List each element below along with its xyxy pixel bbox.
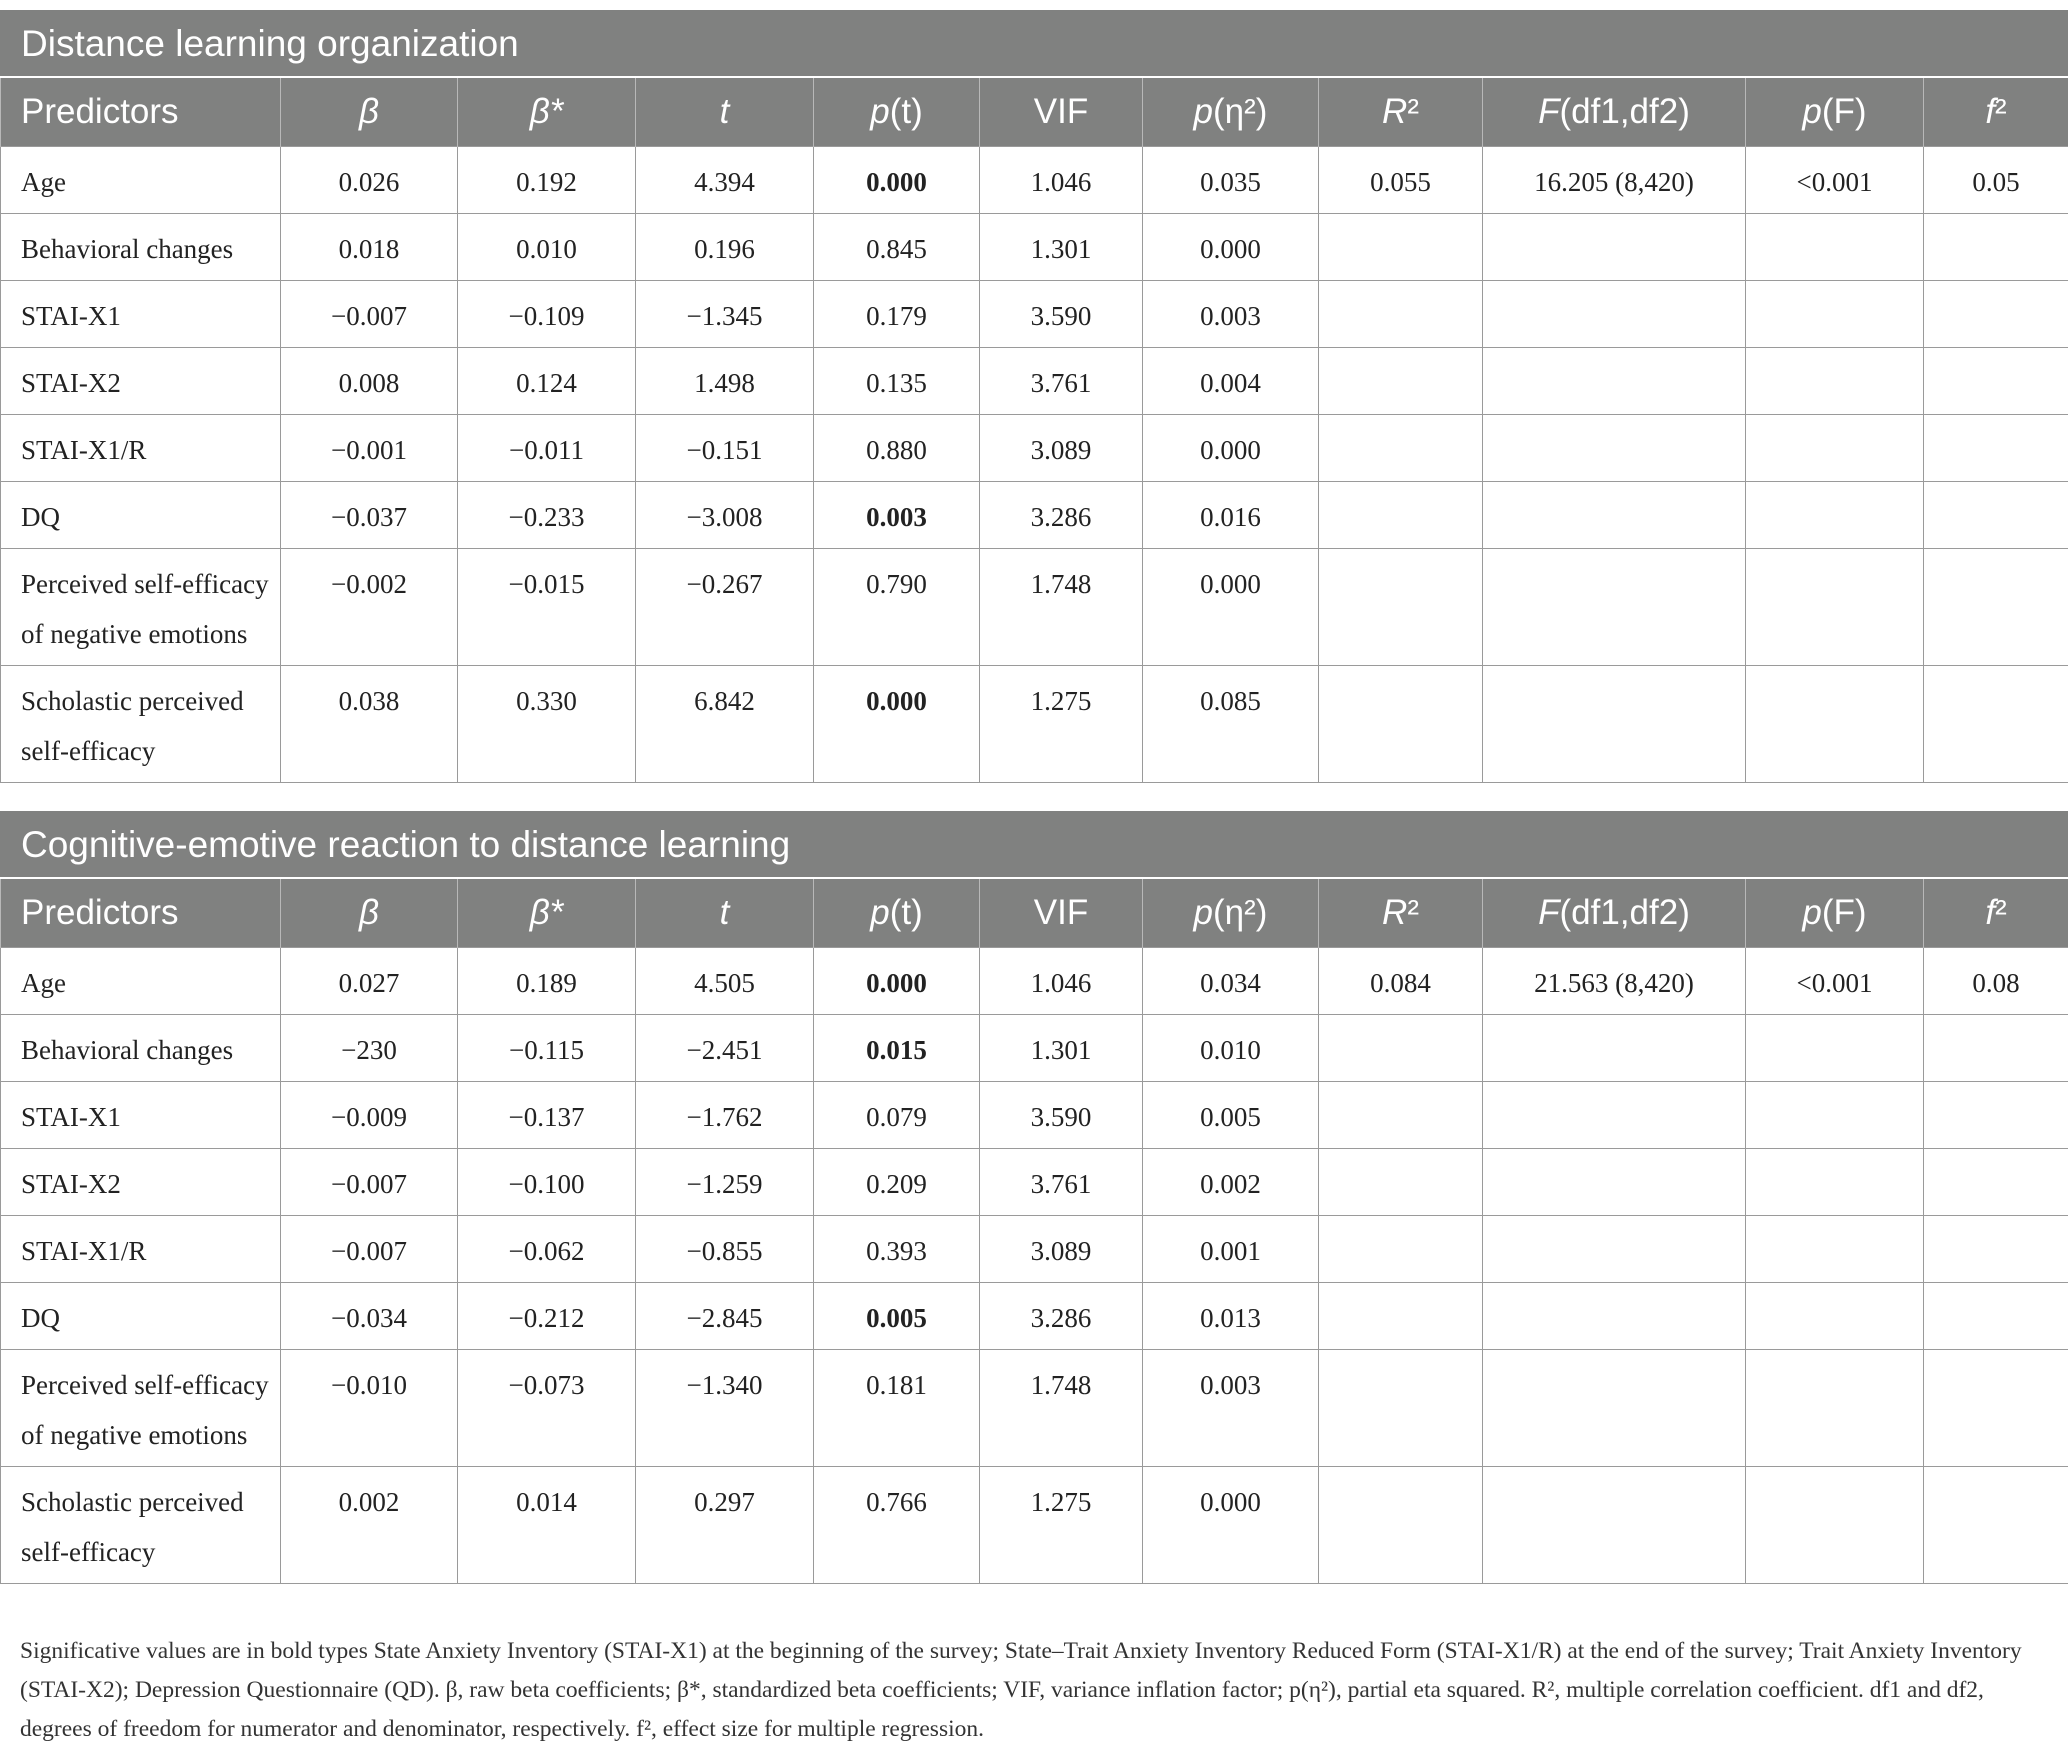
column-header: p(η²) <box>1143 878 1319 948</box>
table-cell: 0.297 <box>636 1467 814 1584</box>
table-cell <box>1746 1283 1924 1350</box>
table-row <box>1 214 2068 281</box>
table-cell: −0.010 <box>281 1350 458 1467</box>
table-cell <box>1319 1216 1483 1283</box>
table-cell: −0.034 <box>281 1283 458 1350</box>
table-cell: 0.085 <box>1143 666 1319 783</box>
table-cell: 1.046 <box>980 948 1143 1015</box>
table-cell: −0.007 <box>281 1149 458 1216</box>
table-cell: 0.196 <box>636 214 814 281</box>
table-cell <box>1924 482 2068 549</box>
column-header: f² <box>1924 878 2068 948</box>
column-header: VIF <box>980 77 1143 147</box>
table-cell <box>1924 1350 2068 1467</box>
table-cell: 0.000 <box>1143 1467 1319 1584</box>
table-cell: −0.855 <box>636 1216 814 1283</box>
table-cell <box>1319 1149 1483 1216</box>
table-cell <box>1483 281 1746 348</box>
table-cell: −0.007 <box>281 281 458 348</box>
table-cell: 0.008 <box>281 348 458 415</box>
table-cell <box>1746 482 1924 549</box>
table-cell: 0.189 <box>458 948 636 1015</box>
table-cell: 0.000 <box>814 147 980 214</box>
table-cell: 1.748 <box>980 1350 1143 1467</box>
predictor-name: Age <box>1 147 281 214</box>
column-header: p(t) <box>814 77 980 147</box>
table-cell: −2.451 <box>636 1015 814 1082</box>
table-cell: 3.089 <box>980 415 1143 482</box>
table-cell <box>1483 415 1746 482</box>
table-cell <box>1319 348 1483 415</box>
predictor-name: STAI-X1/R <box>1 415 281 482</box>
table-cell: 0.013 <box>1143 1283 1319 1350</box>
table-cell <box>1483 1283 1746 1350</box>
table-row <box>1 147 2068 214</box>
table-cell <box>1746 1467 1924 1584</box>
table-cell <box>1319 482 1483 549</box>
table-cell: 0.055 <box>1319 147 1483 214</box>
column-header: β <box>281 878 458 948</box>
column-header: t <box>636 77 814 147</box>
table-cell: −0.267 <box>636 549 814 666</box>
table-cell: −230 <box>281 1015 458 1082</box>
predictor-name: Behavioral changes <box>1 214 281 281</box>
predictor-name: STAI-X1 <box>1 281 281 348</box>
table-row <box>1 666 2068 783</box>
table-cell: 0.05 <box>1924 147 2068 214</box>
table-cell <box>1483 482 1746 549</box>
table-cell: −1.259 <box>636 1149 814 1216</box>
column-header: β* <box>458 878 636 948</box>
table-cell: −0.011 <box>458 415 636 482</box>
table-cell: 0.000 <box>1143 415 1319 482</box>
table-title: Cognitive-emotive reaction to distance learning <box>1 812 2068 879</box>
table-cell: 0.005 <box>814 1283 980 1350</box>
table-cell <box>1746 1149 1924 1216</box>
predictor-name: Behavioral changes <box>1 1015 281 1082</box>
table-cell <box>1924 1015 2068 1082</box>
column-header: F(df1,df2) <box>1483 77 1746 147</box>
table-cell <box>1746 666 1924 783</box>
column-header: R² <box>1319 77 1483 147</box>
predictor-name: Age <box>1 948 281 1015</box>
table-cell <box>1319 1082 1483 1149</box>
table-cell: 0.004 <box>1143 348 1319 415</box>
table-cell: 0.179 <box>814 281 980 348</box>
table-cell: 3.089 <box>980 1216 1143 1283</box>
table-cell <box>1924 348 2068 415</box>
table-cell: 1.748 <box>980 549 1143 666</box>
table-cell: −0.100 <box>458 1149 636 1216</box>
table-cell: 0.016 <box>1143 482 1319 549</box>
table-cell: 1.046 <box>980 147 1143 214</box>
predictor-name: STAI-X2 <box>1 348 281 415</box>
column-header: p(t) <box>814 878 980 948</box>
table-cell: 0.002 <box>281 1467 458 1584</box>
table-cell: 0.393 <box>814 1216 980 1283</box>
table-cell: <0.001 <box>1746 147 1924 214</box>
table-cell: 3.286 <box>980 1283 1143 1350</box>
table-cell: 0.027 <box>281 948 458 1015</box>
table-row <box>1 281 2068 348</box>
table-cell: −0.002 <box>281 549 458 666</box>
table-row <box>1 415 2068 482</box>
table-cell <box>1319 281 1483 348</box>
table-cell <box>1924 1149 2068 1216</box>
table-cell: 0.790 <box>814 549 980 666</box>
table-cell <box>1746 1350 1924 1467</box>
predictor-name: DQ <box>1 1283 281 1350</box>
table-row <box>1 1283 2068 1350</box>
table-cell: 0.000 <box>1143 214 1319 281</box>
table-gap <box>0 783 2068 811</box>
table-cell <box>1924 1467 2068 1584</box>
column-header: β* <box>458 77 636 147</box>
table-cell: −0.115 <box>458 1015 636 1082</box>
table-cell: 1.301 <box>980 1015 1143 1082</box>
table-cell: −0.062 <box>458 1216 636 1283</box>
table-cell <box>1924 1082 2068 1149</box>
table-row <box>1 549 2068 666</box>
table-cell: 0.005 <box>1143 1082 1319 1149</box>
table-row <box>1 1149 2068 1216</box>
table-cell: 4.394 <box>636 147 814 214</box>
predictor-name: Perceived self-efficacy of negative emotions <box>1 549 281 666</box>
table-cell: 3.286 <box>980 482 1143 549</box>
table-cell <box>1924 281 2068 348</box>
table-cell <box>1319 415 1483 482</box>
table-cell: 0.001 <box>1143 1216 1319 1283</box>
table-cell: 0.181 <box>814 1350 980 1467</box>
table-cell: −0.137 <box>458 1082 636 1149</box>
table-cell <box>1924 415 2068 482</box>
column-header: t <box>636 878 814 948</box>
table-cell <box>1924 666 2068 783</box>
column-header: Predictors <box>1 878 281 948</box>
table-cell: 0.038 <box>281 666 458 783</box>
table-cell: −0.151 <box>636 415 814 482</box>
table-title: Distance learning organization <box>1 11 2068 78</box>
table-cell: 3.590 <box>980 281 1143 348</box>
table-cell <box>1319 666 1483 783</box>
table-row <box>1 1467 2068 1584</box>
table-cell: 3.761 <box>980 1149 1143 1216</box>
table-cell <box>1746 214 1924 281</box>
table-cell: −0.109 <box>458 281 636 348</box>
table-cell <box>1483 1015 1746 1082</box>
table-cell <box>1746 1082 1924 1149</box>
table-cell: 0.026 <box>281 147 458 214</box>
predictor-name: Scholastic perceived self-efficacy <box>1 1467 281 1584</box>
table-cell: 0.000 <box>814 666 980 783</box>
column-header: β <box>281 77 458 147</box>
predictor-name: STAI-X1/R <box>1 1216 281 1283</box>
table-row <box>1 1350 2068 1467</box>
table-cell: 1.301 <box>980 214 1143 281</box>
regression-table <box>0 811 2068 1584</box>
table-cell: −0.009 <box>281 1082 458 1149</box>
table-cell: 0.000 <box>1143 549 1319 666</box>
table-cell <box>1924 1283 2068 1350</box>
table-cell: 0.880 <box>814 415 980 482</box>
table-cell: 0.018 <box>281 214 458 281</box>
predictor-name: STAI-X2 <box>1 1149 281 1216</box>
table-cell <box>1746 1216 1924 1283</box>
table-cell: 0.209 <box>814 1149 980 1216</box>
table-cell: 0.330 <box>458 666 636 783</box>
table-cell <box>1924 549 2068 666</box>
table-cell <box>1746 549 1924 666</box>
table-cell <box>1483 1149 1746 1216</box>
table-cell: 0.192 <box>458 147 636 214</box>
column-header: f² <box>1924 77 2068 147</box>
table-cell <box>1319 1015 1483 1082</box>
table-cell: 1.275 <box>980 666 1143 783</box>
table-cell: 0.003 <box>814 482 980 549</box>
table-cell: 3.761 <box>980 348 1143 415</box>
table-cell: 0.766 <box>814 1467 980 1584</box>
table-cell <box>1746 348 1924 415</box>
table-row <box>1 1082 2068 1149</box>
table-cell <box>1746 415 1924 482</box>
table-cell: 0.08 <box>1924 948 2068 1015</box>
table-cell: −1.345 <box>636 281 814 348</box>
table-cell <box>1483 666 1746 783</box>
table-cell: 0.003 <box>1143 1350 1319 1467</box>
table-cell <box>1483 214 1746 281</box>
table-row <box>1 1216 2068 1283</box>
table-cell: 1.498 <box>636 348 814 415</box>
predictor-name: Scholastic perceived self-efficacy <box>1 666 281 783</box>
table-cell <box>1483 1082 1746 1149</box>
table-cell: 16.205 (8,420) <box>1483 147 1746 214</box>
column-header: p(F) <box>1746 77 1924 147</box>
table-row <box>1 948 2068 1015</box>
table-cell: 0.084 <box>1319 948 1483 1015</box>
column-header: p(F) <box>1746 878 1924 948</box>
table-cell: −0.015 <box>458 549 636 666</box>
table-cell: −0.212 <box>458 1283 636 1350</box>
table-cell: 0.034 <box>1143 948 1319 1015</box>
column-header: p(η²) <box>1143 77 1319 147</box>
table-cell: −0.233 <box>458 482 636 549</box>
table-cell: 4.505 <box>636 948 814 1015</box>
table-cell: −0.001 <box>281 415 458 482</box>
table-cell: −2.845 <box>636 1283 814 1350</box>
table-cell: 0.000 <box>814 948 980 1015</box>
table-cell <box>1746 281 1924 348</box>
table-cell <box>1483 1467 1746 1584</box>
table-cell: 0.135 <box>814 348 980 415</box>
table-row <box>1 348 2068 415</box>
table-cell: 21.563 (8,420) <box>1483 948 1746 1015</box>
table-cell: 0.014 <box>458 1467 636 1584</box>
table-cell <box>1319 549 1483 666</box>
column-header: VIF <box>980 878 1143 948</box>
table-cell: 1.275 <box>980 1467 1143 1584</box>
table-cell <box>1483 1216 1746 1283</box>
table-cell: 0.079 <box>814 1082 980 1149</box>
table-cell <box>1483 549 1746 666</box>
table-cell: −0.007 <box>281 1216 458 1283</box>
table-cell: <0.001 <box>1746 948 1924 1015</box>
table-cell <box>1746 1015 1924 1082</box>
regression-tables <box>0 10 2068 1584</box>
table-cell: 0.035 <box>1143 147 1319 214</box>
table-cell: 0.003 <box>1143 281 1319 348</box>
table-cell: 3.590 <box>980 1082 1143 1149</box>
table-footnote: Significative values are in bold types State Anxiety Inventory (STAI-X1) at the beginning of the survey; State–Trait Anxiety Inventory Reduced Form (STAI-X1/R) at the end of the survey; Trait Anxiety Inventory (STAI-X2); Depression Questionnaire (QD). β, raw beta coefficients; β*, standardized beta coefficients; VIF, variance inflation factor; p(η²), partial eta squared. R², multiple correlation coefficient. df1 and df2, degrees of freedom for numerator and denominator, respectively. f², effect size for multiple regression. <box>20 1638 2022 1742</box>
predictor-name: Perceived self-efficacy of negative emotions <box>1 1350 281 1467</box>
table-cell <box>1319 214 1483 281</box>
table-cell: −0.037 <box>281 482 458 549</box>
table-cell: 0.015 <box>814 1015 980 1082</box>
table-cell <box>1319 1283 1483 1350</box>
table-cell: 0.124 <box>458 348 636 415</box>
column-header: R² <box>1319 878 1483 948</box>
column-header: Predictors <box>1 77 281 147</box>
table-cell <box>1483 1350 1746 1467</box>
table-cell: −1.762 <box>636 1082 814 1149</box>
table-row <box>1 482 2068 549</box>
table-cell: 0.010 <box>458 214 636 281</box>
table-cell <box>1924 1216 2068 1283</box>
table-cell <box>1483 348 1746 415</box>
column-header: F(df1,df2) <box>1483 878 1746 948</box>
table-cell <box>1924 214 2068 281</box>
table-cell: −3.008 <box>636 482 814 549</box>
table-row <box>1 1015 2068 1082</box>
table-cell: 0.845 <box>814 214 980 281</box>
table-cell: −1.340 <box>636 1350 814 1467</box>
regression-table <box>0 10 2068 783</box>
table-cell: 0.002 <box>1143 1149 1319 1216</box>
table-cell: 0.010 <box>1143 1015 1319 1082</box>
table-cell <box>1319 1467 1483 1584</box>
table-cell: 6.842 <box>636 666 814 783</box>
predictor-name: DQ <box>1 482 281 549</box>
table-cell: −0.073 <box>458 1350 636 1467</box>
table-cell <box>1319 1350 1483 1467</box>
predictor-name: STAI-X1 <box>1 1082 281 1149</box>
